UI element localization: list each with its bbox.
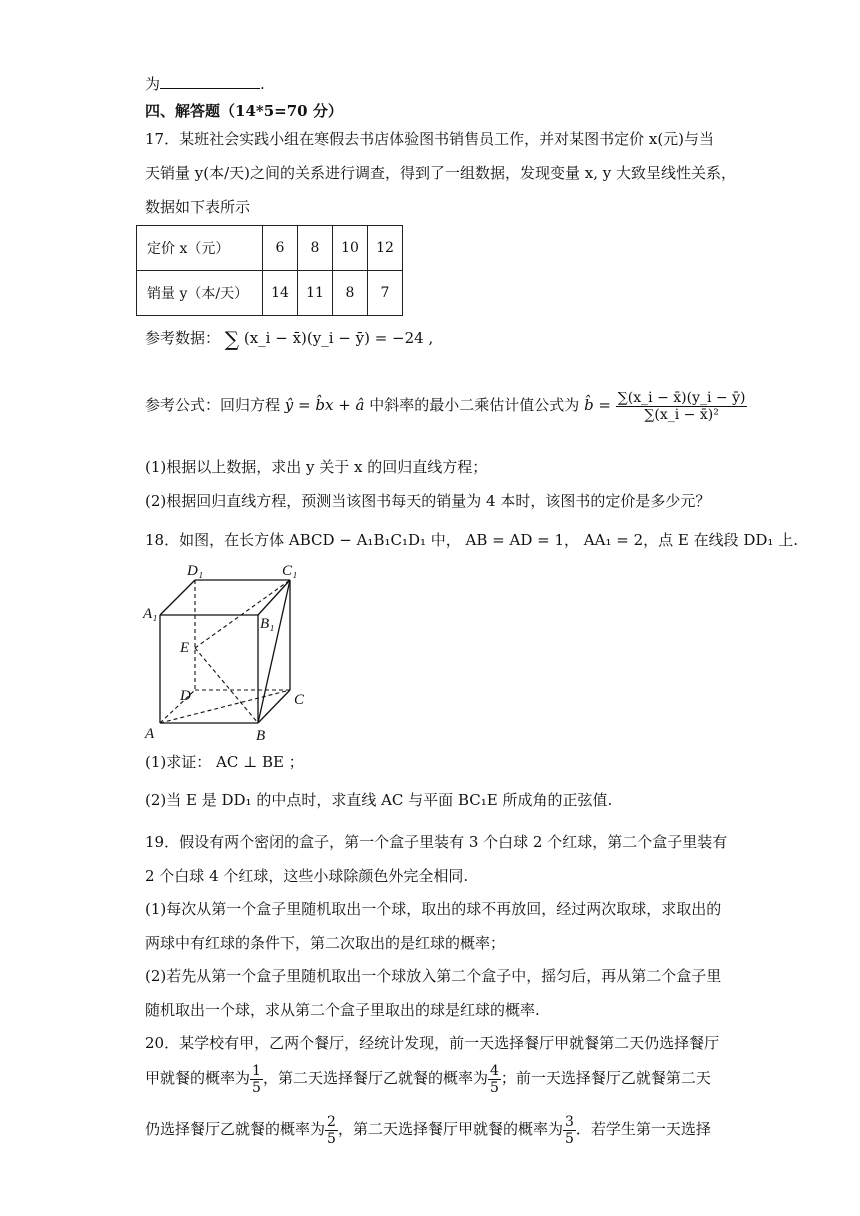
edge-B1C1 (258, 580, 290, 615)
regression-equation: ŷ = b̂x + â (284, 396, 365, 414)
q17-ref-formula (145, 385, 747, 425)
table-cell: 11 (298, 271, 333, 316)
edge-BC (258, 690, 290, 723)
q20-line1: 20．某学校有甲，乙两个餐厅，经统计发现，前一天选择餐厅甲就餐第二天仍选择餐厅 (145, 1034, 720, 1052)
q20-line3-c: ．若学生第一天选择 (575, 1120, 711, 1138)
table-cell: 6 (263, 226, 298, 271)
edge-A1D1 (160, 580, 195, 615)
label-A1: A₁ (143, 606, 158, 622)
slope-formula-fraction (616, 390, 748, 423)
label-C: C (294, 692, 305, 708)
label-B1: B₁ (260, 616, 275, 632)
q19-part1-b: 两球中有红球的条件下，第二次取出的是红球的概率； (145, 934, 506, 952)
q17-line3: 数据如下表所示 (145, 198, 251, 216)
q20-line2 (145, 1060, 711, 1096)
sigma-symbol: ∑ (224, 327, 240, 351)
table-cell: 12 (368, 226, 403, 271)
fraction-numerator: 3 (564, 1113, 574, 1130)
ref-data-label: 参考数据： (145, 329, 221, 347)
q20-line2-b: ，第二天选择餐厅乙就餐的概率为 (262, 1069, 488, 1087)
fraction-numerator: ∑(x_i − x̄)(y_i − ȳ) (617, 389, 746, 406)
fraction-denominator: 5 (252, 1079, 261, 1096)
fraction-1-5 (250, 1063, 263, 1096)
cuboid-figure (140, 560, 320, 745)
q17-ref-data (145, 328, 433, 349)
table-row (137, 271, 403, 316)
label-C1: C₁ (282, 563, 298, 579)
fraction-3-5 (563, 1114, 576, 1147)
ref-formula-label: 参考公式：回归方程 (145, 396, 281, 414)
q17-line2: 天销量 y(本/天)之间的关系进行调查，得到了一组数据，发现变量 x, y 大致呈线性关系， (145, 164, 737, 182)
table-row (137, 226, 403, 271)
q20-line2-a: 甲就餐的概率为 (145, 1069, 251, 1087)
q19-part1-a: (1)每次从第一个盒子里随机取出一个球，取出的球不再放回，经过两次取球，求取出的 (145, 900, 722, 918)
answer-blank (160, 74, 260, 89)
fraction-denominator: 5 (327, 1130, 336, 1147)
q18-line1: 18．如图，在长方体 ABCD − A₁B₁C₁D₁ 中， AB = AD = 1， AA₁ = 2，点 E 在线段 DD₁ 上. (145, 531, 798, 549)
slope-symbol: b̂ = (584, 396, 612, 414)
label-D: D (180, 688, 191, 704)
table-cell: 8 (298, 226, 333, 271)
table-cell: 8 (333, 271, 368, 316)
q19-line2: 2 个白球 4 个红球，这些小球除颜色外完全相同. (145, 867, 469, 885)
q19-part2-a: (2)若先从第一个盒子里随机取出一个球放入第二个盒子中，摇匀后，再从第二个盒子里 (145, 967, 722, 985)
fraction-denominator: ∑(x_i − x̄)² (644, 406, 719, 423)
top-line-end: . (260, 75, 265, 93)
table-row-label: 定价 x（元） (137, 226, 263, 271)
ref-data-expr: (x_i − x̄)(y_i − ȳ) = −24 , (243, 329, 434, 347)
fraction-denominator: 5 (564, 1130, 574, 1147)
fraction-denominator: 5 (489, 1079, 499, 1096)
table-cell: 14 (263, 271, 298, 316)
label-D1: D₁ (187, 563, 204, 579)
q20-line3-b: ，第二天选择餐厅甲就餐的概率为 (337, 1120, 563, 1138)
q20-line2-c: ；前一天选择餐厅乙就餐第二天 (500, 1069, 711, 1087)
q17-part2: (2)根据回归直线方程，预测当该图书每天的销量为 4 本时，该图书的定价是多少元？ (145, 492, 711, 510)
q17-data-table (136, 225, 403, 316)
q19-part2-b: 随机取出一个球，求从第二个盒子里取出的球是红球的概率. (145, 1001, 540, 1019)
q17-part1: (1)根据以上数据，求出 y 关于 x 的回归直线方程； (145, 458, 488, 476)
fraction-4-5 (488, 1063, 501, 1096)
label-A: A (145, 726, 155, 742)
top-line-text: 为 (145, 75, 161, 93)
section-header: 四、解答题（14*5=70 分） (145, 102, 343, 120)
table-cell: 10 (333, 226, 368, 271)
ref-formula-mid: 中斜率的最小二乘估计值公式为 (369, 396, 580, 414)
segment-BC1 (258, 580, 290, 723)
q20-line3 (145, 1111, 711, 1147)
fraction-numerator: 2 (327, 1113, 336, 1130)
q19-line1: 19．假设有两个密闭的盒子，第一个盒子里装有 3 个白球 2 个红球，第二个盒子里装有 (145, 833, 728, 851)
fraction-2-5 (325, 1114, 338, 1147)
table-row-label: 销量 y（本/天） (137, 271, 263, 316)
q17-line1: 17．某班社会实践小组在寒假去书店体验图书销售员工作，并对某图书定价 x(元)与当 (145, 130, 715, 148)
q20-line3-a: 仍选择餐厅乙就餐的概率为 (145, 1120, 326, 1138)
label-B: B (256, 728, 266, 744)
q18-part1: (1)求证： AC ⊥ BE ； (145, 753, 304, 771)
fraction-numerator: 4 (489, 1062, 499, 1079)
hidden-segment-EC1 (195, 580, 290, 648)
table-cell: 7 (368, 271, 403, 316)
top-fill-line (145, 74, 265, 94)
q18-part2: (2)当 E 是 DD₁ 的中点时，求直线 AC 与平面 BC₁E 所成角的正弦值. (145, 791, 613, 809)
fraction-numerator: 1 (252, 1062, 261, 1079)
label-E: E (180, 640, 190, 656)
